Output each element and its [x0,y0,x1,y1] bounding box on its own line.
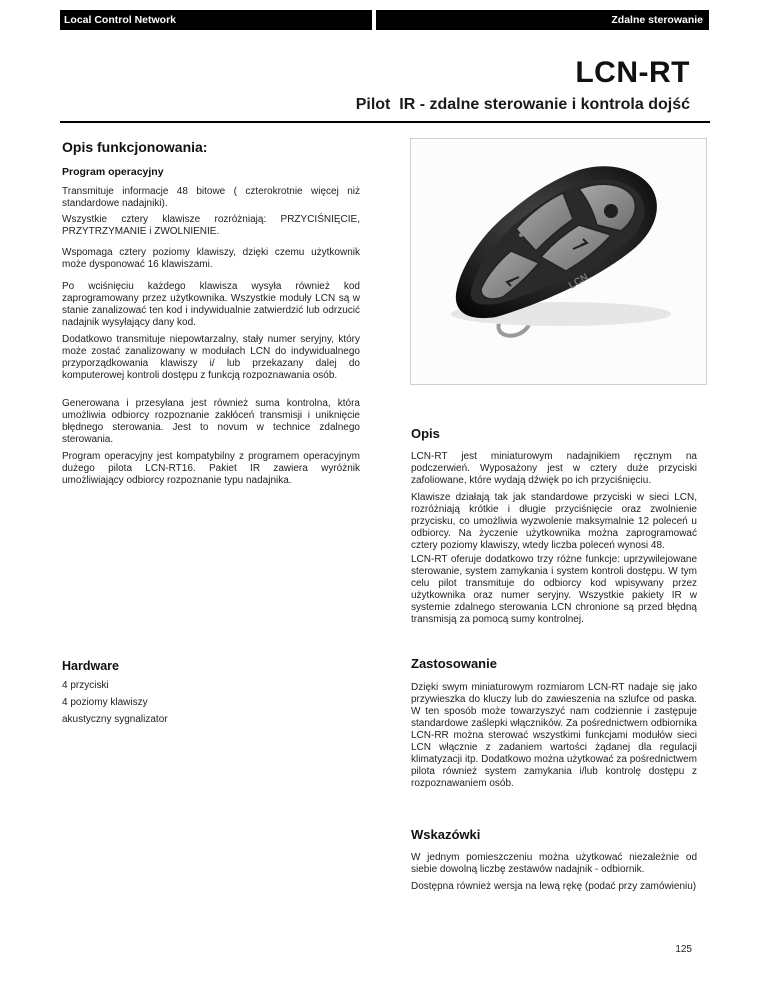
paragraph: Po wciśnięciu każdego klawisza wysyła również kod zaprogramowany przez użytkownika. Wszystkie moduły LCN są w stanie zanalizować ten kod i indywidualnie zatwierdzić lub odrzucić nadajnik wysyłający dany kod. [62,281,360,328]
led-indicator [519,233,523,237]
paragraph: Dodatkowo transmituje niepowtarzalny, stały numer seryjny, który może zostać zanalizowany w modułach LCN do indywidualnego przyporządkowania klawiszy i/ lub przekazany dalej do komputerowej kontroli dostępu z funkcją rozpoznawania osób. [62,334,360,381]
hardware-item: akustyczny sygnalizator [62,714,168,725]
paragraph: LCN-RT jest miniaturowym nadajnikiem ręcznym na podczerwień. Wyposażony jest w cztery duże przyciski zafoliowane, które wydają dźwięk po ich przyciśnięciu. [411,451,697,486]
section-heading-zastosowanie: Zastosowanie [411,656,497,671]
section-heading-funkcjonowanie: Opis funkcjonowania: [62,139,208,155]
header-left-text: Local Control Network [64,14,177,26]
header-right-text: Zdalne sterowanie [611,14,703,26]
hardware-item: 4 przyciski [62,680,109,691]
paragraph: Generowana i przesyłana jest również suma kontrolna, która umożliwia odbiorcy rozpoznanie zakłóceń transmisji i uniknięcie błędnego sterowania. Jest to novum w technice zdalnego sterowania. [62,398,360,445]
subheading-program: Program operacyjny [62,166,164,178]
page-subtitle: Pilot IR - zdalne sterowanie i kontrola dojść [355,96,690,113]
dot-symbol [604,204,618,218]
header-left-bar [60,10,372,30]
section-heading-hardware: Hardware [62,659,119,673]
paragraph: Klawisze działają tak jak standardowe przyciski w sieci LCN, rozróżniają krótkie i długie przyciśnięcie oraz zwolnienie przycisku, co umożliwia wyzwolenie maksymalnie 12 poleceń u odbiorcy. Na życzenie użytkownika można zaprogramować cztery poziomy klawiszy, wtedy liczba poleceń wynosi 48. [411,492,697,551]
paragraph: Wspomaga cztery poziomy klawiszy, dzięki czemu użytkownik może dysponować 16 klawiszami. [62,247,360,270]
paragraph: Wszystkie cztery klawisze rozróżniają: PRZYCIŚNIĘCIE, PRZYTRZYMANIE i ZWOLNIENIE. [62,214,360,237]
page-title: LCN-RT [575,56,690,89]
section-heading-wskazowki: Wskazówki [411,827,481,842]
remote-control-image [411,139,708,386]
header-right-bar [376,10,709,30]
section-heading-opis: Opis [411,426,440,441]
paragraph: Dzięki swym miniaturowym rozmiarom LCN-RT nadaje się jako przywieszka do kluczy lub do zawieszenia na szlufce od paska. W ten sposób może towarzyszyć nam codziennie i zastępuje standardowe zaślepki włączników. Za pośrednictwem odbiornika LCN-RR można sterować wszystkimi funkcjami modułów sieci LCN włącznie z zadaniem wartości żądanej dla regulacji klimatyzacji itp. Dodatkowo można użytkować za pośrednictwem pilota również system zamykania i/lub kontrolę dostępu z rozpoznawaniem osób. [411,682,697,789]
paragraph: Program operacyjny jest kompatybilny z programem operacyjnym dużego pilota LCN-RT16. Pakiet IR zawiera wyróżnik umożliwiający odbiorcy rozpoznanie typu nadajnika. [62,451,360,486]
paragraph: LCN-RT oferuje dodatkowo trzy różne funkcje: uprzywilejowane sterowanie, system zamykania i system kontroli dostępu. W tym celu pilot transmituje do odbiorcy kod wpisywany przez użytkownika oraz numer seryjny. Wszystkie pakiety IR w systemie zdalnego sterowania LCN chronione są przed błędną transmisją za pomocą sumy kontrolnej. [411,554,697,625]
title-divider [60,121,710,123]
paragraph: Dostępna również wersja na lewą rękę (podać przy zamówieniu) [411,881,697,892]
hardware-item: 4 poziomy klawiszy [62,697,148,708]
product-photo [410,138,707,385]
paragraph: Transmituje informacje 48 bitowe ( czterokrotnie więcej niż standardowe nadajniki). [62,186,360,209]
page-number: 125 [675,944,692,955]
paragraph: W jednym pomieszczeniu można użytkować niezależnie od siebie dowolną liczbę zestawów nadajnik - odbiornik. [411,852,697,875]
device-logo-text: LCN [567,271,591,292]
